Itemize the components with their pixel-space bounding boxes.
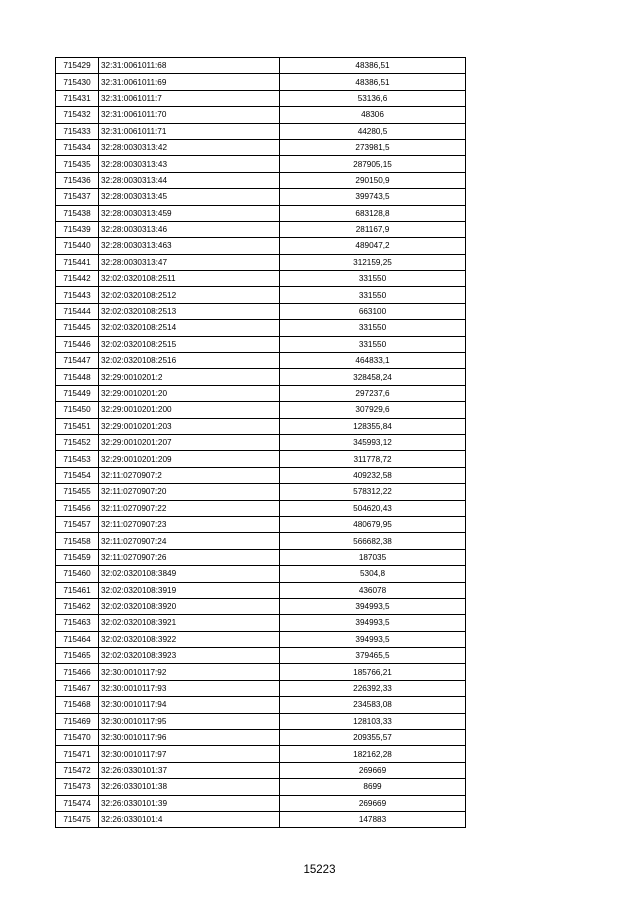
cadastral-number-cell: 32:26:0330101:37 <box>99 762 280 778</box>
cadastral-number-cell: 32:02:0320108:3849 <box>99 566 280 582</box>
row-number-cell: 715439 <box>56 221 99 237</box>
row-number-cell: 715448 <box>56 369 99 385</box>
row-number-cell: 715454 <box>56 467 99 483</box>
cadastral-number-cell: 32:31:0061011:70 <box>99 107 280 123</box>
cadastral-number-cell: 32:02:0320108:3920 <box>99 598 280 614</box>
table-row <box>56 500 466 516</box>
table-row <box>56 139 466 155</box>
cadastral-number-cell: 32:11:0270907:26 <box>99 549 280 565</box>
row-number-cell: 715475 <box>56 811 99 827</box>
cadastral-value-cell: 331550 <box>280 320 466 336</box>
table-row <box>56 434 466 450</box>
cadastral-value-cell: 273981,5 <box>280 139 466 155</box>
cadastral-value-cell: 290150,9 <box>280 172 466 188</box>
cadastral-value-cell: 281167,9 <box>280 221 466 237</box>
cadastral-value-cell: 8699 <box>280 779 466 795</box>
cadastral-value-cell: 379465,5 <box>280 648 466 664</box>
cadastral-number-cell: 32:29:0010201:20 <box>99 385 280 401</box>
table-row <box>56 730 466 746</box>
table-row <box>56 484 466 500</box>
table-row <box>56 664 466 680</box>
cadastral-number-cell: 32:02:0320108:3919 <box>99 582 280 598</box>
cadastral-number-cell: 32:02:0320108:2516 <box>99 353 280 369</box>
table-row <box>56 369 466 385</box>
cadastral-number-cell: 32:28:0030313:46 <box>99 221 280 237</box>
cadastre-value-table <box>55 57 466 828</box>
row-number-cell: 715441 <box>56 254 99 270</box>
cadastral-value-cell: 312159,25 <box>280 254 466 270</box>
table-row <box>56 336 466 352</box>
table-row <box>56 549 466 565</box>
table-row <box>56 795 466 811</box>
cadastral-value-cell: 287905,15 <box>280 156 466 172</box>
cadastral-number-cell: 32:28:0030313:47 <box>99 254 280 270</box>
row-number-cell: 715444 <box>56 303 99 319</box>
row-number-cell: 715431 <box>56 90 99 106</box>
row-number-cell: 715429 <box>56 58 99 74</box>
table-row <box>56 582 466 598</box>
row-number-cell: 715430 <box>56 74 99 90</box>
cadastral-value-cell: 53136,6 <box>280 90 466 106</box>
row-number-cell: 715456 <box>56 500 99 516</box>
cadastral-number-cell: 32:28:0030313:45 <box>99 189 280 205</box>
table-row <box>56 648 466 664</box>
cadastral-number-cell: 32:30:0010117:92 <box>99 664 280 680</box>
cadastral-value-cell: 331550 <box>280 287 466 303</box>
cadastral-value-cell: 394993,5 <box>280 631 466 647</box>
table-row <box>56 779 466 795</box>
row-number-cell: 715471 <box>56 746 99 762</box>
cadastral-number-cell: 32:26:0330101:38 <box>99 779 280 795</box>
cadastral-number-cell: 32:28:0030313:44 <box>99 172 280 188</box>
cadastral-number-cell: 32:31:0061011:71 <box>99 123 280 139</box>
row-number-cell: 715442 <box>56 271 99 287</box>
table-row <box>56 320 466 336</box>
row-number-cell: 715466 <box>56 664 99 680</box>
row-number-cell: 715438 <box>56 205 99 221</box>
table-row <box>56 680 466 696</box>
page-number: 15223 <box>303 864 336 876</box>
cadastral-number-cell: 32:02:0320108:3921 <box>99 615 280 631</box>
row-number-cell: 715453 <box>56 451 99 467</box>
table-row <box>56 107 466 123</box>
cadastral-value-cell: 394993,5 <box>280 598 466 614</box>
cadastral-number-cell: 32:29:0010201:2 <box>99 369 280 385</box>
table-row <box>56 123 466 139</box>
cadastral-number-cell: 32:02:0320108:3923 <box>99 648 280 664</box>
cadastral-number-cell: 32:11:0270907:22 <box>99 500 280 516</box>
table-row <box>56 353 466 369</box>
table-row <box>56 713 466 729</box>
row-number-cell: 715449 <box>56 385 99 401</box>
table-row <box>56 74 466 90</box>
table-row <box>56 205 466 221</box>
cadastral-value-cell: 128355,84 <box>280 418 466 434</box>
cadastral-number-cell: 32:29:0010201:203 <box>99 418 280 434</box>
table-row <box>56 467 466 483</box>
cadastral-value-cell: 44280,5 <box>280 123 466 139</box>
row-number-cell: 715443 <box>56 287 99 303</box>
cadastral-value-cell: 683128,8 <box>280 205 466 221</box>
table-row <box>56 172 466 188</box>
row-number-cell: 715460 <box>56 566 99 582</box>
row-number-cell: 715470 <box>56 730 99 746</box>
cadastral-number-cell: 32:31:0061011:68 <box>99 58 280 74</box>
cadastral-number-cell: 32:30:0010117:96 <box>99 730 280 746</box>
cadastral-value-cell: 663100 <box>280 303 466 319</box>
cadastral-value-cell: 504620,43 <box>280 500 466 516</box>
table-row <box>56 156 466 172</box>
row-number-cell: 715462 <box>56 598 99 614</box>
table-row <box>56 762 466 778</box>
cadastral-value-cell: 128103,33 <box>280 713 466 729</box>
cadastral-number-cell: 32:02:0320108:2515 <box>99 336 280 352</box>
cadastral-value-cell: 307929,6 <box>280 402 466 418</box>
cadastral-number-cell: 32:02:0320108:3922 <box>99 631 280 647</box>
cadastral-value-cell: 566682,38 <box>280 533 466 549</box>
table-row <box>56 238 466 254</box>
table-row <box>56 58 466 74</box>
row-number-cell: 715457 <box>56 516 99 532</box>
table-row <box>56 631 466 647</box>
row-number-cell: 715458 <box>56 533 99 549</box>
table-row <box>56 516 466 532</box>
cadastral-value-cell: 578312,22 <box>280 484 466 500</box>
row-number-cell: 715436 <box>56 172 99 188</box>
row-number-cell: 715433 <box>56 123 99 139</box>
cadastral-number-cell: 32:29:0010201:209 <box>99 451 280 467</box>
cadastral-number-cell: 32:28:0030313:463 <box>99 238 280 254</box>
row-number-cell: 715473 <box>56 779 99 795</box>
cadastral-value-cell: 234583,08 <box>280 697 466 713</box>
cadastral-value-cell: 48386,51 <box>280 58 466 74</box>
cadastral-number-cell: 32:31:0061011:7 <box>99 90 280 106</box>
table-row <box>56 385 466 401</box>
row-number-cell: 715465 <box>56 648 99 664</box>
row-number-cell: 715440 <box>56 238 99 254</box>
cadastral-number-cell: 32:02:0320108:2514 <box>99 320 280 336</box>
cadastral-value-cell: 464833,1 <box>280 353 466 369</box>
cadastral-value-cell: 480679,95 <box>280 516 466 532</box>
row-number-cell: 715447 <box>56 353 99 369</box>
cadastral-value-cell: 436078 <box>280 582 466 598</box>
row-number-cell: 715446 <box>56 336 99 352</box>
row-number-cell: 715435 <box>56 156 99 172</box>
cadastral-value-cell: 182162,28 <box>280 746 466 762</box>
cadastral-value-cell: 311778,72 <box>280 451 466 467</box>
row-number-cell: 715451 <box>56 418 99 434</box>
row-number-cell: 715468 <box>56 697 99 713</box>
table-row <box>56 598 466 614</box>
cadastral-number-cell: 32:29:0010201:207 <box>99 434 280 450</box>
table-row <box>56 402 466 418</box>
table-body <box>56 58 466 828</box>
table-row <box>56 566 466 582</box>
table-row <box>56 271 466 287</box>
cadastral-number-cell: 32:30:0010117:94 <box>99 697 280 713</box>
cadastral-number-cell: 32:11:0270907:24 <box>99 533 280 549</box>
cadastral-value-cell: 269669 <box>280 762 466 778</box>
cadastral-value-cell: 399743,5 <box>280 189 466 205</box>
table-row <box>56 615 466 631</box>
table-row <box>56 451 466 467</box>
cadastral-value-cell: 185766,21 <box>280 664 466 680</box>
row-number-cell: 715452 <box>56 434 99 450</box>
cadastral-value-cell: 226392,33 <box>280 680 466 696</box>
cadastral-value-cell: 297237,6 <box>280 385 466 401</box>
row-number-cell: 715455 <box>56 484 99 500</box>
row-number-cell: 715434 <box>56 139 99 155</box>
cadastral-value-cell: 409232,58 <box>280 467 466 483</box>
row-number-cell: 715469 <box>56 713 99 729</box>
cadastral-value-cell: 394993,5 <box>280 615 466 631</box>
table-row <box>56 90 466 106</box>
table-row <box>56 287 466 303</box>
cadastral-value-cell: 328458,24 <box>280 369 466 385</box>
cadastral-number-cell: 32:02:0320108:2511 <box>99 271 280 287</box>
cadastral-number-cell: 32:30:0010117:97 <box>99 746 280 762</box>
cadastral-value-cell: 187035 <box>280 549 466 565</box>
table-row <box>56 221 466 237</box>
row-number-cell: 715461 <box>56 582 99 598</box>
cadastral-value-cell: 489047,2 <box>280 238 466 254</box>
cadastral-number-cell: 32:02:0320108:2512 <box>99 287 280 303</box>
cadastral-value-cell: 5304,8 <box>280 566 466 582</box>
cadastral-number-cell: 32:30:0010117:93 <box>99 680 280 696</box>
cadastral-value-cell: 331550 <box>280 271 466 287</box>
table-row <box>56 303 466 319</box>
cadastral-value-cell: 345993,12 <box>280 434 466 450</box>
table-row <box>56 697 466 713</box>
cadastral-number-cell: 32:29:0010201:200 <box>99 402 280 418</box>
cadastral-number-cell: 32:28:0030313:459 <box>99 205 280 221</box>
table-row <box>56 189 466 205</box>
cadastral-number-cell: 32:30:0010117:95 <box>99 713 280 729</box>
cadastral-value-cell: 269669 <box>280 795 466 811</box>
row-number-cell: 715432 <box>56 107 99 123</box>
cadastral-value-cell: 209355,57 <box>280 730 466 746</box>
row-number-cell: 715464 <box>56 631 99 647</box>
cadastral-value-cell: 147883 <box>280 811 466 827</box>
cadastral-number-cell: 32:26:0330101:39 <box>99 795 280 811</box>
row-number-cell: 715467 <box>56 680 99 696</box>
cadastral-value-cell: 331550 <box>280 336 466 352</box>
cadastral-number-cell: 32:28:0030313:43 <box>99 156 280 172</box>
row-number-cell: 715437 <box>56 189 99 205</box>
row-number-cell: 715474 <box>56 795 99 811</box>
table-row <box>56 533 466 549</box>
row-number-cell: 715472 <box>56 762 99 778</box>
cadastral-number-cell: 32:26:0330101:4 <box>99 811 280 827</box>
table-row <box>56 811 466 827</box>
table-row <box>56 418 466 434</box>
cadastral-value-cell: 48386,51 <box>280 74 466 90</box>
cadastral-number-cell: 32:28:0030313:42 <box>99 139 280 155</box>
cadastral-number-cell: 32:31:0061011:69 <box>99 74 280 90</box>
row-number-cell: 715459 <box>56 549 99 565</box>
cadastral-number-cell: 32:11:0270907:20 <box>99 484 280 500</box>
row-number-cell: 715450 <box>56 402 99 418</box>
table-row <box>56 254 466 270</box>
table-row <box>56 746 466 762</box>
cadastral-number-cell: 32:11:0270907:23 <box>99 516 280 532</box>
cadastral-number-cell: 32:02:0320108:2513 <box>99 303 280 319</box>
row-number-cell: 715445 <box>56 320 99 336</box>
cadastral-value-cell: 48306 <box>280 107 466 123</box>
cadastral-number-cell: 32:11:0270907:2 <box>99 467 280 483</box>
row-number-cell: 715463 <box>56 615 99 631</box>
